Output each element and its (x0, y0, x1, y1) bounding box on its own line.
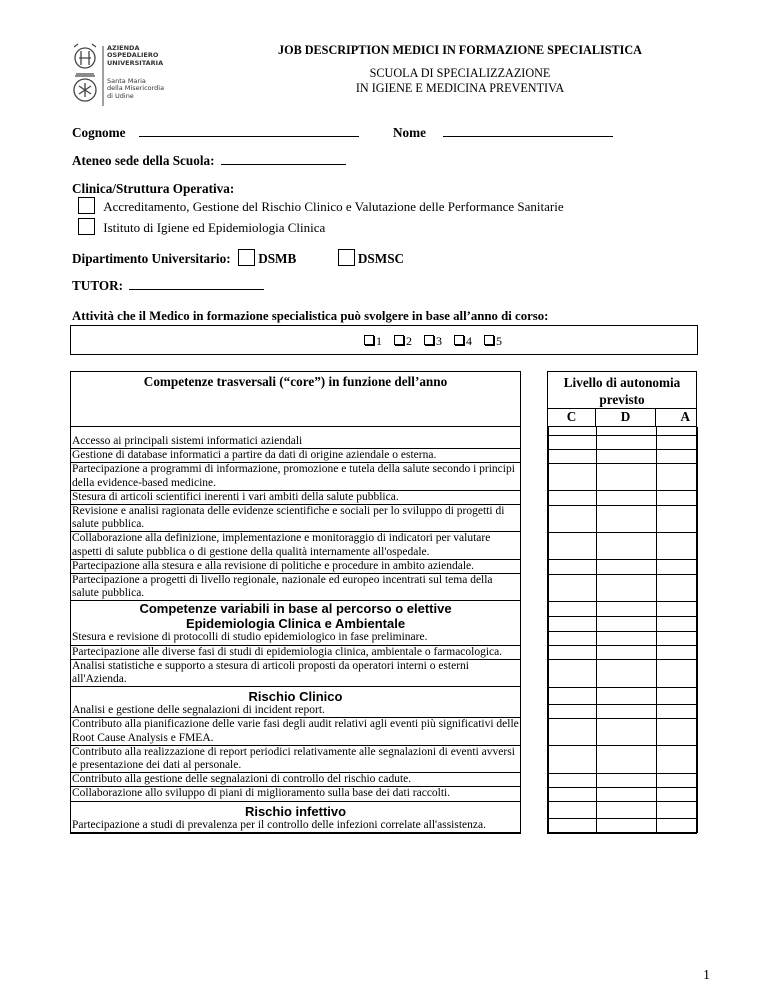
autonomy-cell[interactable] (597, 704, 657, 718)
dsmsc-label: DSMSC (357, 251, 405, 266)
autonomy-cell[interactable] (549, 646, 597, 660)
year-option-3[interactable]: 3 (424, 334, 442, 348)
year-option-5[interactable]: 5 (484, 334, 502, 348)
nome-label: Nome (393, 125, 426, 140)
autonomy-cell[interactable] (597, 718, 657, 745)
autonomy-cell[interactable] (549, 449, 597, 463)
risk-item: Analisi e gestione delle segnalazioni di incident report. (71, 704, 520, 718)
infection-heading: Rischio infettivo (244, 803, 347, 819)
autonomy-cell[interactable] (549, 435, 597, 449)
autonomy-cell[interactable] (549, 704, 597, 718)
year-option-2[interactable]: 2 (394, 334, 412, 348)
autonomy-cell[interactable] (549, 491, 597, 505)
competence-table (70, 371, 697, 834)
autonomy-cell[interactable] (657, 746, 698, 773)
autonomy-cell[interactable] (597, 532, 657, 559)
variable-heading: Competenze variabili in base al percorso o elettive (139, 601, 452, 617)
autonomy-cell[interactable] (549, 660, 597, 687)
autonomy-cell[interactable] (597, 560, 657, 574)
autonomy-grid-table (548, 427, 698, 833)
checkbox-icon (364, 335, 374, 345)
core-item: Partecipazione a programmi di informazione, promozione e tutela della salute secondo i principi della evidence-based medicine. (71, 463, 520, 490)
autonomy-cell[interactable] (657, 631, 698, 645)
dsmb-label: DSMB (258, 251, 297, 266)
clinica-option-2: Istituto di Igiene ed Epidemiologia Clinica (103, 220, 326, 235)
autonomy-cell[interactable] (549, 601, 597, 616)
autonomy-cell[interactable] (549, 463, 597, 490)
core-heading: Competenze trasversali (“core”) in funzione dell’anno (71, 372, 521, 409)
autonomy-cell[interactable] (657, 574, 698, 601)
autonomy-cell[interactable] (549, 819, 597, 833)
autonomy-cell[interactable] (597, 646, 657, 660)
core-item: Gestione di database informatici a partire da dati di origine aziendale o esterna. (71, 449, 520, 463)
core-item: Stesura di articoli scientifici inerenti i vari ambiti della salute pubblica. (71, 491, 520, 505)
clinica-option-1: Accreditamento, Gestione del Rischio Clinico e Valutazione delle Performance Sanitarie (103, 199, 564, 214)
epi-item: Partecipazione alle diverse fasi di studi di epidemiologia clinica, ambientale o farmacologica. (71, 646, 520, 660)
autonomy-cell[interactable] (657, 646, 698, 660)
cognome-field[interactable] (139, 136, 359, 137)
autonomy-cell[interactable] (549, 687, 597, 704)
autonomy-cell[interactable] (657, 773, 698, 787)
logo-line-3: UNIVERSITARIA (107, 58, 164, 67)
risk-heading: Rischio Clinico (248, 689, 343, 705)
autonomy-cell[interactable] (597, 687, 657, 704)
autonomy-cell[interactable] (657, 435, 698, 449)
autonomy-cell[interactable] (549, 560, 597, 574)
autonomy-heading: Livello di autonomia previsto (548, 372, 697, 409)
dsmb-checkbox[interactable] (238, 249, 255, 266)
autonomy-cell[interactable] (657, 787, 698, 801)
autonomy-cell[interactable] (549, 746, 597, 773)
autonomy-cell[interactable] (597, 802, 657, 819)
autonomy-cell[interactable] (597, 746, 657, 773)
checkbox-icon (484, 335, 494, 345)
hospital-logo (70, 42, 185, 108)
core-item: Partecipazione a progetti di livello regionale, nazionale ed europeo incentrati sul tema della salute pubblica. (71, 574, 520, 601)
year-option-1[interactable]: 1 (364, 334, 382, 348)
core-item: Partecipazione alla stesura e alla revisione di politiche e procedure in ambito aziendale. (71, 560, 520, 574)
core-item: Accesso ai principali sistemi informatici aziendali (71, 435, 520, 449)
level-d-header: D (596, 409, 656, 427)
autonomy-cell[interactable] (549, 718, 597, 745)
autonomy-cell[interactable] (597, 601, 657, 616)
autonomy-cell[interactable] (549, 532, 597, 559)
autonomy-cell[interactable] (597, 449, 657, 463)
autonomy-cell[interactable] (657, 463, 698, 490)
autonomy-cell[interactable] (549, 802, 597, 819)
risk-item: Contributo alla realizzazione di report periodici relativamente alle segnalazioni di eventi avversi e presentazione dei dati al personale. (71, 746, 520, 773)
checkbox-icon (424, 335, 434, 345)
year-option-4[interactable]: 4 (454, 334, 472, 348)
school-line-2: IN IGIENE E MEDICINA PREVENTIVA (355, 81, 565, 95)
tutor-label: TUTOR: (72, 278, 124, 293)
autonomy-cell[interactable] (657, 560, 698, 574)
level-a-header: A (656, 409, 697, 427)
autonomy-cell[interactable] (597, 574, 657, 601)
autonomy-cell[interactable] (657, 449, 698, 463)
year-selector (70, 325, 698, 355)
autonomy-cell[interactable] (597, 819, 657, 833)
logo-line-2: OSPEDALIERO (107, 51, 159, 60)
logo-line-6: di Udine (107, 91, 134, 100)
core-item: Collaborazione alla definizione, implementazione e monitoraggio di indicatori per valutare aspetti di salute pubblica o di gestione della qualità internamente all'ospedale. (71, 532, 520, 559)
autonomy-cell[interactable] (597, 773, 657, 787)
autonomy-cell[interactable] (657, 616, 698, 631)
autonomy-cell[interactable] (657, 491, 698, 505)
checkbox-icon (454, 335, 464, 345)
epi-item: Stesura e revisione di protocolli di studio epidemiologico in fase preliminare. (71, 631, 520, 645)
tutor-field[interactable] (129, 289, 264, 290)
page-number: 1 (703, 968, 710, 983)
infection-item: Partecipazione a studi di prevalenza per il controllo delle infezioni correlate all'assistenza. (71, 819, 520, 833)
autonomy-cell[interactable] (657, 819, 698, 833)
logo-line-1: AZIENDA (107, 44, 140, 52)
cognome-label: Cognome (72, 125, 126, 140)
core-item: Revisione e analisi ragionata delle evidenze scientifiche e sociali per lo sviluppo di progetti di salute pubblica. (71, 505, 520, 532)
risk-item: Contributo alla gestione delle segnalazioni di controllo del rischio cadute. (71, 773, 520, 787)
autonomy-grid[interactable] (548, 427, 697, 834)
nome-field[interactable] (443, 136, 613, 137)
clinica-checkbox-1[interactable] (78, 197, 95, 214)
autonomy-cell[interactable] (657, 660, 698, 687)
logo-line-4: Santa Maria (107, 77, 146, 85)
epi-heading: Epidemiologia Clinica e Ambientale (185, 616, 406, 632)
autonomy-cell[interactable] (657, 718, 698, 745)
document-title: JOB DESCRIPTION MEDICI IN FORMAZIONE SPECIALISTICA (278, 43, 642, 57)
autonomy-cell[interactable] (657, 802, 698, 819)
autonomy-cell[interactable] (597, 660, 657, 687)
activities-heading: Attività che il Medico in formazione specialistica può svolgere in base all’anno di corso: (72, 309, 549, 323)
dipartimento-label: Dipartimento Universitario: (72, 251, 231, 266)
autonomy-cell[interactable] (549, 773, 597, 787)
autonomy-cell[interactable] (657, 601, 698, 616)
autonomy-cell[interactable] (597, 616, 657, 631)
autonomy-cell[interactable] (597, 505, 657, 532)
clinica-checkbox-2[interactable] (78, 218, 95, 235)
autonomy-cell[interactable] (549, 505, 597, 532)
autonomy-cell[interactable] (549, 631, 597, 645)
autonomy-cell[interactable] (597, 631, 657, 645)
epi-item: Analisi statistiche e supporto a stesura di articoli proposti da operatori interni o esterni all'Azienda. (71, 660, 520, 687)
ateneo-field[interactable] (221, 164, 346, 165)
autonomy-cell[interactable] (657, 505, 698, 532)
dsmsc-checkbox[interactable] (338, 249, 355, 266)
ateneo-label: Ateneo sede della Scuola: (72, 153, 215, 168)
clinica-label: Clinica/Struttura Operativa: (72, 181, 235, 196)
level-c-header: C (548, 409, 596, 427)
autonomy-cell[interactable] (549, 787, 597, 801)
autonomy-cell[interactable] (549, 616, 597, 631)
logo-line-5: della Misericordia (107, 84, 165, 93)
checkbox-icon (394, 335, 404, 345)
autonomy-cell[interactable] (657, 704, 698, 718)
school-line-1: SCUOLA DI SPECIALIZZAZIONE (369, 66, 551, 80)
risk-item: Collaborazione allo sviluppo di piani di miglioramento sulla base dei dati raccolti. (71, 787, 520, 801)
autonomy-cell[interactable] (657, 532, 698, 559)
autonomy-cell[interactable] (597, 435, 657, 449)
autonomy-cell[interactable] (549, 574, 597, 601)
autonomy-cell[interactable] (657, 687, 698, 704)
autonomy-cell[interactable] (597, 787, 657, 801)
risk-item: Contributo alla pianificazione delle varie fasi degli audit relativi agli eventi più significativi delle Root Cause Analysis e FMEA. (71, 718, 520, 745)
autonomy-cell[interactable] (597, 491, 657, 505)
autonomy-cell[interactable] (597, 463, 657, 490)
